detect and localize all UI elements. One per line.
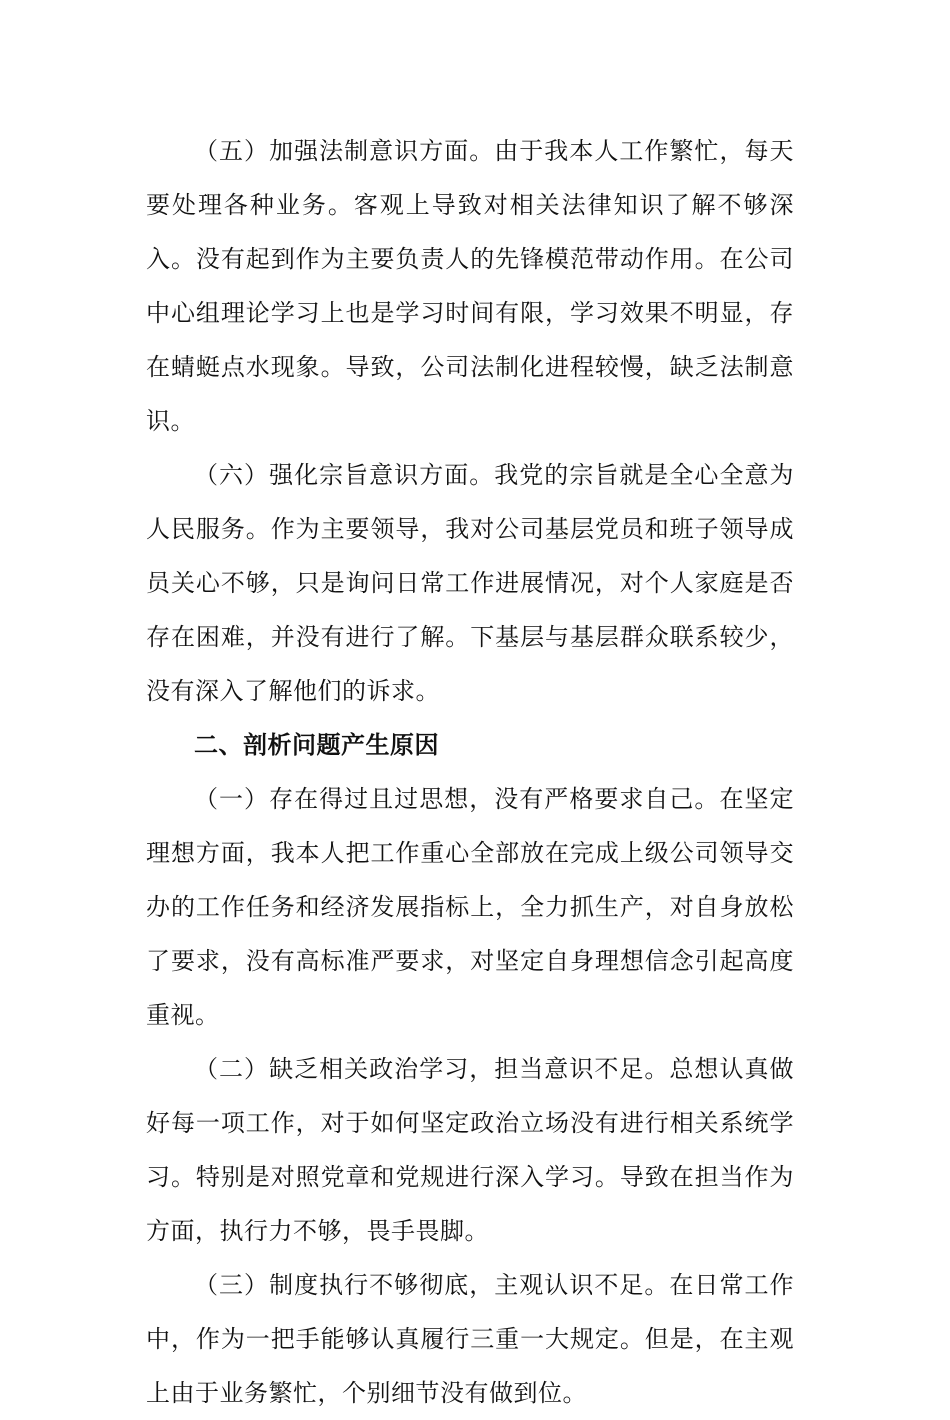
paragraph-cause-1: （一）存在得过且过思想，没有严格要求自己。在坚定理想方面，我本人把工作重心全部放在完成上级公司领导交办的工作任务和经济发展指标上，全力抓生产，对自身放松了要求，没有高标准严要求，对坚定自身理想信念引起高度重视。 [146,785,794,1029]
paragraph-purpose-awareness: （六）强化宗旨意识方面。我党的宗旨就是全心全意为人民服务。作为主要领导，我对公司基层党员和班子领导成员关心不够，只是询问日常工作进展情况，对个人家庭是否存在困难，并没有进行了解。下基层与基层群众联系较少，没有深入了解他们的诉求。 [146,461,794,705]
document-page [146,124,794,1420]
paragraph-law-awareness: （五）加强法制意识方面。由于我本人工作繁忙，每天要处理各种业务。客观上导致对相关法律知识了解不够深入。没有起到作为主要负责人的先锋模范带动作用。在公司中心组理论学习上也是学习时间有限，学习效果不明显，存在蜻蜓点水现象。导致，公司法制化进程较慢，缺乏法制意识。 [146,137,794,435]
section-heading: 二、剖析问题产生原因 [194,731,439,759]
paragraph-cause-2: （二）缺乏相关政治学习，担当意识不足。总想认真做好每一项工作，对于如何坚定政治立场没有进行相关系统学习。特别是对照党章和党规进行深入学习。导致在担当作为方面，执行力不够，畏手畏脚。 [146,1055,794,1245]
paragraph-cause-3: （三）制度执行不够彻底，主观认识不足。在日常工作中，作为一把手能够认真履行三重一大规定。但是，在主观上由于业务繁忙，个别细节没有做到位。 [146,1271,794,1407]
